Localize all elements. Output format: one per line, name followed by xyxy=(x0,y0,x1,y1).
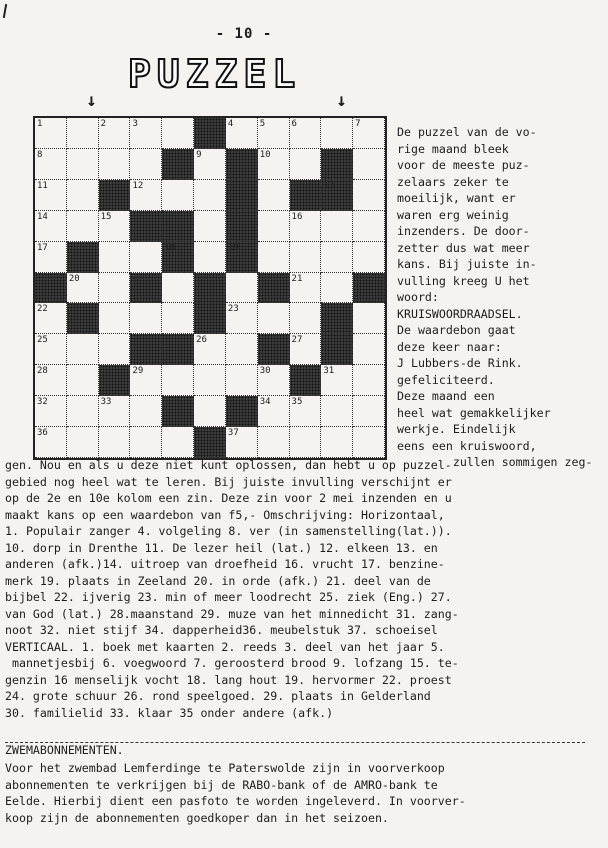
grid-cell xyxy=(321,242,353,273)
cell-number: 15 xyxy=(100,211,112,222)
cell-number: 9 xyxy=(196,149,202,160)
grid-cell xyxy=(258,211,290,242)
cell-number: 25 xyxy=(37,335,48,346)
grid-cell-black xyxy=(194,303,226,334)
grid-cell xyxy=(258,242,290,273)
grid-cell xyxy=(321,273,353,304)
grid-cell xyxy=(99,303,131,334)
grid-cell-black xyxy=(258,273,290,304)
grid-cell xyxy=(321,427,353,458)
grid-cell xyxy=(258,427,290,458)
grid-cell-black xyxy=(321,180,353,211)
grid-cell xyxy=(194,211,226,242)
cell-number: 12 xyxy=(132,180,144,191)
grid-cell xyxy=(130,396,162,427)
cell-number: 11 xyxy=(37,180,48,191)
grid-cell xyxy=(258,303,290,334)
arrow-down-icon: ↓ xyxy=(336,90,347,111)
grid-cell xyxy=(258,149,290,180)
grid-cell xyxy=(194,242,226,273)
grid-cell xyxy=(162,273,194,304)
grid-cell xyxy=(130,118,162,149)
cell-number: 7 xyxy=(355,119,361,129)
grid-cell-black xyxy=(130,273,162,304)
grid-cell xyxy=(226,334,258,365)
grid-cell xyxy=(35,149,67,180)
grid-cell xyxy=(130,242,162,273)
cell-number: 26 xyxy=(196,335,207,346)
grid-cell xyxy=(35,118,67,149)
grid-cell xyxy=(321,118,353,149)
margin-mark xyxy=(3,4,7,18)
grid-cell xyxy=(353,211,385,242)
grid-cell xyxy=(353,365,385,396)
grid-cell xyxy=(226,427,258,458)
cell-number: 28 xyxy=(37,366,48,377)
cell-number: 2 xyxy=(100,119,107,129)
grid-cell xyxy=(130,365,162,396)
cell-number: 35 xyxy=(291,397,303,408)
section-text: Voor het zwembad Lemferdinge te Paterswolde zijn in voorverkoop abonnementen te verkrijgen bij de RABO-bank of de AMRO-bank te Eelde. Hierbij dient een pasfoto te worden ingeleverd. In voorver- koop zijn de abonnementen goedkoper dan in het seizoen. xyxy=(5,761,466,825)
grid-cell xyxy=(290,396,322,427)
page-number: - 10 - xyxy=(215,26,273,42)
crossword-grid xyxy=(33,116,387,460)
grid-cell xyxy=(67,273,99,304)
grid-cell xyxy=(35,180,67,211)
grid-cell xyxy=(67,149,99,180)
cell-number: 3 xyxy=(132,119,138,129)
cell-number: 8 xyxy=(37,149,43,160)
grid-cell-black xyxy=(226,396,258,427)
grid-cell xyxy=(226,118,258,149)
grid-cell-black xyxy=(194,118,226,149)
grid-cell-black xyxy=(321,303,353,334)
grid-cell-black xyxy=(35,273,67,304)
grid-cell-black xyxy=(162,149,194,180)
grid-cell xyxy=(99,242,131,273)
grid-cell-black xyxy=(99,180,131,211)
grid-cell xyxy=(290,149,322,180)
grid-cell xyxy=(162,427,194,458)
grid-cell xyxy=(162,118,194,149)
cell-number: 19 xyxy=(227,242,239,253)
grid-cell-black xyxy=(130,334,162,365)
cell-number: 23 xyxy=(227,304,239,315)
cell-number: 21 xyxy=(291,273,303,284)
cell-number: 4 xyxy=(227,119,234,129)
grid-cell-black xyxy=(290,365,322,396)
grid-cell xyxy=(321,365,353,396)
grid-cell-black xyxy=(162,396,194,427)
grid-cell xyxy=(290,427,322,458)
grid-cell xyxy=(353,303,385,334)
cell-number: 17 xyxy=(37,242,48,253)
grid-cell xyxy=(67,365,99,396)
grid-cell-black xyxy=(353,273,385,304)
grid-cell xyxy=(35,396,67,427)
grid-cell-black xyxy=(67,303,99,334)
grid-cell xyxy=(226,365,258,396)
grid-cell xyxy=(353,149,385,180)
grid-cell xyxy=(67,118,99,149)
grid-cell xyxy=(290,303,322,334)
grid-cell xyxy=(35,427,67,458)
grid-cell xyxy=(99,211,131,242)
grid-cell xyxy=(321,211,353,242)
grid-cell xyxy=(99,427,131,458)
grid-cell-black xyxy=(258,334,290,365)
clues-text: gen. Nou en als u deze niet kunt oplossen, dan hebt u op puzzel- gebied nog heel wat te leren. Bij juiste invulling verschijnt er op de 2e en 10e kolom een zin. Deze zin voor 2 mei inzenden en u maakt kans op een waardebon van f5,- Omschrijving: Horizontaal, 1. Populair zanger 4. volgeling 8. ver (in samenstelling(lat.)). 10. dorp in Drenthe 11. De lezer heil (lat.) 12. elkeen 13. en anderen (afk.)14. uitroep van droefheid 16. vrucht 17. benzine- merk 19. plaats in Zeeland 20. in orde (afk.) 21. deel van de bijbel 22. ijverig 23. min of meer loodrecht 25. ziek (Eng.) 27. van God (lat.) 28.maanstand 29. muze van het minnedicht 31. zang- noot 32. niet stijf 34. dapperheid36. meubelstuk 37. schoeisel VERTICAAL. 1. boek met kaarten 2. reeds 3. deel van het jaar 5. mannetjesbij 6. voegwoord 7. geroosterd brood 9. lofzang 15. te- genzin 16 menselijk vocht 18. lang hout 19. hervormer 22. proest 24. grote schuur 26. rond speelgoed. 29. plaats in Gelderland 30. familielid 33. klaar 35 onder andere (afk.) xyxy=(5,458,459,720)
grid-cell-black xyxy=(226,211,258,242)
grid-cell-black xyxy=(226,242,258,273)
grid-cell xyxy=(194,334,226,365)
arrow-down-icon: ↓ xyxy=(86,90,97,111)
grid-cell-black xyxy=(162,242,194,273)
cell-number: 5 xyxy=(259,119,266,129)
grid-cell xyxy=(130,303,162,334)
cell-number: 31 xyxy=(323,366,335,377)
cell-number: 36 xyxy=(37,428,48,439)
grid-cell xyxy=(162,365,194,396)
cell-number: 10 xyxy=(259,149,271,160)
grid-cell-black xyxy=(130,211,162,242)
grid-cell xyxy=(162,303,194,334)
cell-number: 6 xyxy=(291,119,297,129)
cell-number: 18 xyxy=(164,242,176,253)
grid-cell xyxy=(162,180,194,211)
grid-cell xyxy=(67,180,99,211)
grid-cell xyxy=(290,334,322,365)
section-heading: ZWEMABONNEMENTEN. xyxy=(5,743,124,757)
cell-number: 1 xyxy=(37,119,43,129)
grid-cell xyxy=(99,273,131,304)
grid-cell xyxy=(290,118,322,149)
grid-cell xyxy=(194,149,226,180)
grid-cell xyxy=(353,427,385,458)
grid-cell xyxy=(353,334,385,365)
cell-number: 30 xyxy=(259,366,271,377)
grid-cell xyxy=(99,149,131,180)
cell-number: 22 xyxy=(37,304,48,315)
grid-cell xyxy=(353,180,385,211)
grid-cell-black xyxy=(162,334,194,365)
grid-cell xyxy=(353,118,385,149)
grid-cell-black xyxy=(321,334,353,365)
grid-cell-black xyxy=(194,427,226,458)
grid-cell xyxy=(353,396,385,427)
grid-cell-black xyxy=(290,180,322,211)
grid-cell xyxy=(290,242,322,273)
grid-cell-black xyxy=(226,180,258,211)
grid-cell xyxy=(258,180,290,211)
cell-number: 33 xyxy=(100,397,112,408)
cell-number: 27 xyxy=(291,335,303,346)
cell-number: 37 xyxy=(227,428,239,439)
grid-cell xyxy=(99,118,131,149)
page-title: PUZZEL xyxy=(128,52,302,96)
cell-number: 34 xyxy=(259,397,271,408)
grid-cell xyxy=(99,396,131,427)
grid-cell-black xyxy=(67,242,99,273)
cell-number: 29 xyxy=(132,366,144,377)
grid-cell xyxy=(226,273,258,304)
grid-cell xyxy=(353,242,385,273)
grid-cell xyxy=(35,242,67,273)
grid-cell xyxy=(130,180,162,211)
grid-cell xyxy=(321,396,353,427)
grid-cell xyxy=(194,180,226,211)
grid-cell xyxy=(35,211,67,242)
grid-cell xyxy=(35,303,67,334)
grid-cell xyxy=(194,365,226,396)
grid-cell xyxy=(258,365,290,396)
grid-cell-black xyxy=(99,365,131,396)
grid-cell xyxy=(67,334,99,365)
grid-cell xyxy=(35,334,67,365)
grid-cell xyxy=(258,396,290,427)
grid-cell xyxy=(130,149,162,180)
grid-cell xyxy=(130,427,162,458)
grid-cell xyxy=(67,211,99,242)
grid-cell xyxy=(258,118,290,149)
grid-cell xyxy=(194,396,226,427)
grid-cell xyxy=(99,334,131,365)
grid-cell xyxy=(35,365,67,396)
cell-number: 14 xyxy=(37,211,48,222)
cell-number: 20 xyxy=(68,273,80,284)
grid-cell xyxy=(67,427,99,458)
grid-cell-black xyxy=(226,149,258,180)
grid-cell xyxy=(67,396,99,427)
cell-number: 32 xyxy=(37,397,48,408)
grid-cell xyxy=(226,303,258,334)
grid-cell-black xyxy=(321,149,353,180)
cell-number: 13 xyxy=(323,180,335,191)
grid-cell xyxy=(290,211,322,242)
intro-text: De puzzel van de vo- rige maand bleek voor de meeste puz- zelaars zeker te moeilijk, want er waren erg weinig inzenders. De door- zetter dus wat meer kans. Bij juiste in- vulling kreeg U het woord: KRUISWOORDRAADSEL. De waardebon gaat deze keer naar: J Lubbers-de Rink. gefeliciteerd. Deze maand een heel wat gemakkelijker werkje. Eindelijk eens een kruiswoord, zullen sommigen zeg- xyxy=(397,125,593,469)
grid-cell xyxy=(290,273,322,304)
grid-cell-black xyxy=(194,273,226,304)
grid-cell-black xyxy=(162,211,194,242)
cell-number: 16 xyxy=(291,211,303,222)
